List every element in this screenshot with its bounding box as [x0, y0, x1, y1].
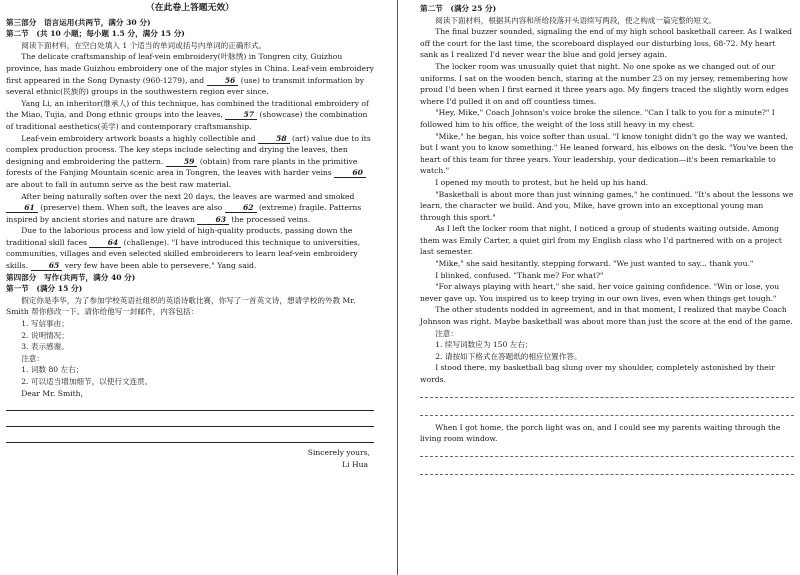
no-answer-notice: （在此卷上答题无效） [146, 3, 234, 13]
passage-paragraph-1: The delicate craftsmanship of leaf-vein embroidery(叶脉绣) in Tongren city, Guizhou province, has made Guizhou embroidery one of the major styles in China. Leaf-vein embroidery first appeared in the Song Dynasty (960-1279), and 56 (use) to transmit information by several ethnic(民族的) groups in the southwestern region ever since. [6, 52, 374, 97]
continuation-instruction: 阅读下面材料，根据其内容和所给段落开头语续写两段，使之构成一篇完整的短文。 [435, 15, 717, 25]
answer-line[interactable] [420, 445, 794, 457]
writing-task: 假定你是李华，为了参加学校英语社组织的英语诗歌比赛，你写了一首英文诗，想请学校的外教 Mr. Smith 帮你修改一下。请你给他写一封邮件，内容包括： [6, 295, 356, 317]
blank-64: 64 [89, 238, 121, 248]
instruction: 阅读下面材料，在空白处填入 1 个适当的单词或括号内单词的正确形式。 [21, 40, 267, 50]
part4-title: 第四部分 写作(共两节，满分 40 分) [6, 272, 136, 282]
column-divider [397, 0, 398, 575]
story-paragraph: The locker room was unusually quiet that night. No one spoke as we changed out of our uniforms. I sat on the wooden bench, staring at the number 23 on my jersey, remembering how proud I'd been when I first earned it three years ago. My fingers traced the slightly worn edges where I'd pulled it on and off countless times. [420, 61, 789, 106]
blank-61: 61 [6, 203, 38, 213]
writing-point-1: 1. 写信事由； [21, 319, 69, 329]
continuation-note-label: 注意： [435, 328, 458, 338]
story-paragraph: I blinked, confused. "Thank me? For what?" [435, 270, 604, 280]
story-paragraph: "For always playing with heart," she said, her voice gaining confidence. "Win or lose, you never gave up. You inspired us to keep trying in our own lives, even when things get tough." [420, 282, 780, 303]
blank-65: 65 [31, 261, 63, 271]
blank-60: 60 [334, 168, 366, 178]
passage-paragraph-5: Due to the laborious process and low yield of high-quality products, passing down the traditional skill faces 64 (challenge). "I have introduced this technique to universities, communities, villages and even selected skilled embroiderers to learn leaf-vein embroidery skills. 65 very few have been able to persevere," Yang said. [6, 226, 361, 271]
blank-58: 58 [258, 134, 290, 144]
writing-point-2: 2. 说明情况； [21, 330, 69, 340]
blank-59: 59 [166, 157, 198, 167]
sec2-title: 第二节 (共 10 小题；每小题 1.5 分，满分 15 分) [6, 29, 185, 39]
writing-note-2: 2. 可以适当增加细节，以使行文连贯。 [21, 377, 153, 386]
story-paragraph: The other students nodded in agreement, and in that moment, I realized that maybe Coach Johnson was right. Maybe basketball was about more than just the score at the end of the game. [420, 305, 793, 327]
story-paragraph: "Basketball is about more than just winning games," he continued. "It's about the lessons we learn, the character we build. And you, Mike, have grown into an exceptional young man through this sport." [420, 189, 794, 222]
story-paragraph: As I left the locker room that night, I noticed a group of students waiting outside. Among them was Emily Carter, a quiet girl from my English class who I'd partnered with on a project last semester. [420, 224, 782, 257]
answer-line[interactable] [420, 463, 794, 475]
right-column [420, 0, 794, 481]
letter-closing: Sincerely yours, [307, 448, 370, 458]
answer-line[interactable] [6, 399, 374, 411]
writing-note-label: 注意： [21, 353, 44, 363]
paragraph-start-1: I stood there, my basketball bag slung over my shoulder, completely astonished by their words. [420, 363, 775, 384]
answer-line[interactable] [420, 386, 794, 398]
blank-63: 63 [197, 215, 229, 225]
writing-sec1-title: 第一节 (满分 15 分) [6, 284, 83, 294]
passage-paragraph-3: Leaf-vein embroidery artwork boasts a highly collectible and 58 (art) value due to its complex production process. The key steps include selecting and drying the leaves, then designing and embroidering the pattern. 59 (obtain) from rare plants in the primitive forests of the Fanjing Mountain scenic area in Tongren, the leaves with harder veins 60 are about to fall in autumn serve as the best raw material. [6, 133, 371, 189]
part3-title: 第三部分 语言运用(共两节，满分 30 分) [6, 17, 151, 27]
left-column [6, 0, 374, 470]
blank-56: 56 [207, 76, 239, 86]
answer-line[interactable] [6, 431, 374, 443]
story-paragraph: "Mike," he began, his voice softer than usual. "I know tonight didn't go the way we wanted, but I want you to know something." He leaned forward, his elbows on the desk. "You've been the heart of this team for three years. Your leadership, your dedication—it's been remarkable to watch." [420, 131, 794, 176]
paragraph-start-2: When I got home, the porch light was on, and I could see my parents waiting through the living room window. [420, 422, 781, 444]
answer-line[interactable] [420, 404, 794, 416]
continuation-title: 第二节 (满分 25 分) [420, 4, 497, 13]
passage-paragraph-2: Yang Li, an inheritor(继承人) of this technique, has combined the traditional embroidery of the Miao, Tujia, and Dong ethnic groups into the leaves, 57 (showcase) the combination of traditional aesthetics(美学) and contemporary craftsmanship. [6, 98, 369, 131]
continuation-note-2: 2. 请按如下格式在答题纸的相应位置作答。 [435, 351, 582, 361]
blank-57: 57 [225, 110, 257, 120]
letter-greeting: Dear Mr. Smith， [21, 388, 89, 398]
writing-note-1: 1. 词数 80 左右； [21, 365, 84, 375]
story-paragraph: I opened my mouth to protest, but he held up his hand. [435, 177, 649, 187]
passage-paragraph-4: After being naturally soften over the next 20 days, the leaves are warmed and smoked 61 (preserve) them. When soft, the leaves are also 62 (extreme) fragile. Patterns inspired by ancient stories and nature are drawn 63 the processed veins. [6, 191, 362, 224]
story-paragraph: The final buzzer sounded, signaling the end of my high school basketball career. As I walked off the court for the last time, the scoreboard displayed our disturbing loss, 68-72. My heart sank as I realized I'd never wear the blue and gold jersey again. [420, 27, 793, 60]
answer-line[interactable] [6, 415, 374, 427]
story-paragraph: "Hey, Mike," Coach Johnson's voice broke the silence. "Can I talk to you for a minute?" I followed him to his office, the weight of the loss still heavy in my chest. [420, 108, 775, 129]
story-paragraph: "Mike," she said hesitantly, stepping forward. "We just wanted to say... thank you." [435, 259, 754, 269]
blank-62: 62 [225, 203, 257, 213]
writing-point-3: 3. 表示感谢。 [21, 342, 69, 352]
letter-signature: Li Hua [342, 459, 368, 469]
continuation-note-1: 1. 续写词数应为 150 左右； [435, 340, 533, 350]
